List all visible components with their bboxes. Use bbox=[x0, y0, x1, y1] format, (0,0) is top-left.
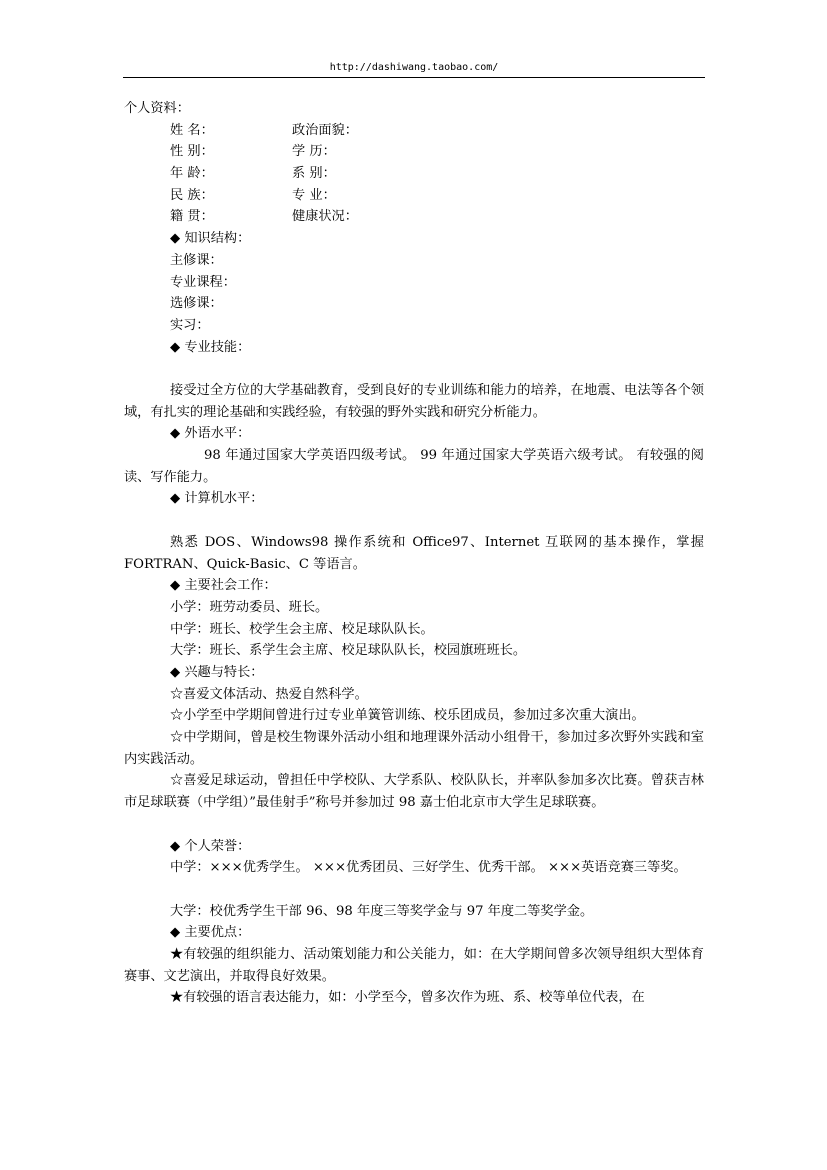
spacer bbox=[124, 510, 704, 532]
strength-item: ★有较强的语言表达能力，如：小学至今，曾多次作为班、系、校等单位代表，在 bbox=[170, 990, 645, 1006]
knowledge-item: 选修课： bbox=[170, 296, 223, 312]
knowledge-item: 专业课程： bbox=[170, 274, 236, 290]
field-ethnicity-label: 民 族： bbox=[170, 187, 214, 203]
language-paragraph: 98 年通过国家大学英语四级考试。 99 年通过国家大学英语六级考试。 有较强的阅读、写作能力。 bbox=[124, 448, 704, 485]
skills-heading: ◆ 专业技能： bbox=[170, 339, 251, 355]
page-header-url: http://dashiwang.taobao.com/ bbox=[329, 62, 499, 73]
skills-paragraph: 接受过全方位的大学基础教育，受到良好的专业训练和能力的培养，在地震、电法等各个领域，有扎实的理论基础和实践经验，有较强的野外实践和研究分析能力。 bbox=[124, 382, 704, 420]
hobby-item: ☆喜爱足球运动，曾担任中学校队、大学系队、校队队长，并率队参加多次比赛。曾获吉林市足球联赛（中学组）”最佳射手”称号并参加过 98 嘉士伯北京市大学生足球联赛。 bbox=[124, 773, 704, 811]
field-name-label: 姓 名： bbox=[170, 122, 214, 138]
social-item: 小学：班劳动委员、班长。 bbox=[170, 599, 329, 615]
social-item: 中学：班长、校学生会主席、校足球队队长。 bbox=[170, 621, 434, 637]
field-row-ethnicity bbox=[124, 185, 704, 207]
field-age-label: 年 龄： bbox=[170, 166, 214, 182]
field-political-label: 政治面貌： bbox=[292, 122, 358, 138]
header-rule bbox=[123, 77, 705, 78]
hobby-item: ☆喜爱文体活动、热爱自然科学。 bbox=[170, 686, 368, 702]
language-heading: ◆ 外语水平： bbox=[170, 426, 251, 442]
field-gender-label: 性 别： bbox=[170, 144, 214, 160]
honors-middle-school: 中学：×××优秀学生。 ×××优秀团员、三好学生、优秀干部。 ×××英语竞赛三等奖。 bbox=[170, 860, 687, 876]
hobbies-heading: ◆ 兴趣与特长： bbox=[170, 664, 264, 680]
field-department-label: 系 别： bbox=[292, 166, 336, 182]
knowledge-item: 主修课： bbox=[170, 252, 223, 268]
social-item: 大学：班长、系学生会主席、校足球队队长，校园旗班班长。 bbox=[170, 643, 527, 659]
strengths-heading: ◆ 主要优点： bbox=[170, 925, 251, 941]
social-heading: ◆ 主要社会工作： bbox=[170, 578, 277, 594]
field-row-name bbox=[124, 120, 704, 142]
field-row-origin bbox=[124, 206, 704, 228]
field-row-gender bbox=[124, 141, 704, 163]
honors-college: 大学：校优秀学生干部 96、98 年度三等奖学金与 97 年度二等奖学金。 bbox=[170, 903, 594, 919]
knowledge-item: 实习： bbox=[170, 317, 210, 333]
field-education-label: 学 历： bbox=[292, 144, 336, 160]
spacer bbox=[124, 358, 704, 380]
hobby-item: ☆中学期间，曾是校生物课外活动小组和地理课外活动小组骨干，参加过多次野外实践和室内实践活动。 bbox=[124, 730, 704, 767]
computer-heading: ◆ 计算机水平： bbox=[170, 491, 264, 507]
field-origin-label: 籍 贯： bbox=[170, 209, 214, 225]
spacer bbox=[124, 814, 704, 836]
resume-document bbox=[124, 98, 704, 1009]
field-major-label: 专 业： bbox=[292, 187, 336, 203]
field-health-label: 健康状况： bbox=[292, 209, 358, 225]
strength-item: ★有较强的组织能力、活动策划能力和公关能力，如：在大学期间曾多次领导组织大型体育赛事、文艺演出，并取得良好效果。 bbox=[124, 947, 704, 984]
computer-paragraph: 熟悉 DOS、Windows98 操作系统和 Office97、Internet 互联网的基本操作，掌握 FORTRAN、Quick-Basic、C 等语言。 bbox=[124, 534, 704, 572]
honors-heading: ◆ 个人荣誉： bbox=[170, 838, 251, 854]
spacer bbox=[124, 879, 704, 901]
hobby-item: ☆小学至中学期间曾进行过专业单簧管训练、校乐团成员，参加过多次重大演出。 bbox=[170, 708, 645, 724]
personal-info-title: 个人资料： bbox=[124, 101, 190, 116]
knowledge-heading: ◆ 知识结构： bbox=[170, 231, 251, 247]
field-row-age bbox=[124, 163, 704, 185]
